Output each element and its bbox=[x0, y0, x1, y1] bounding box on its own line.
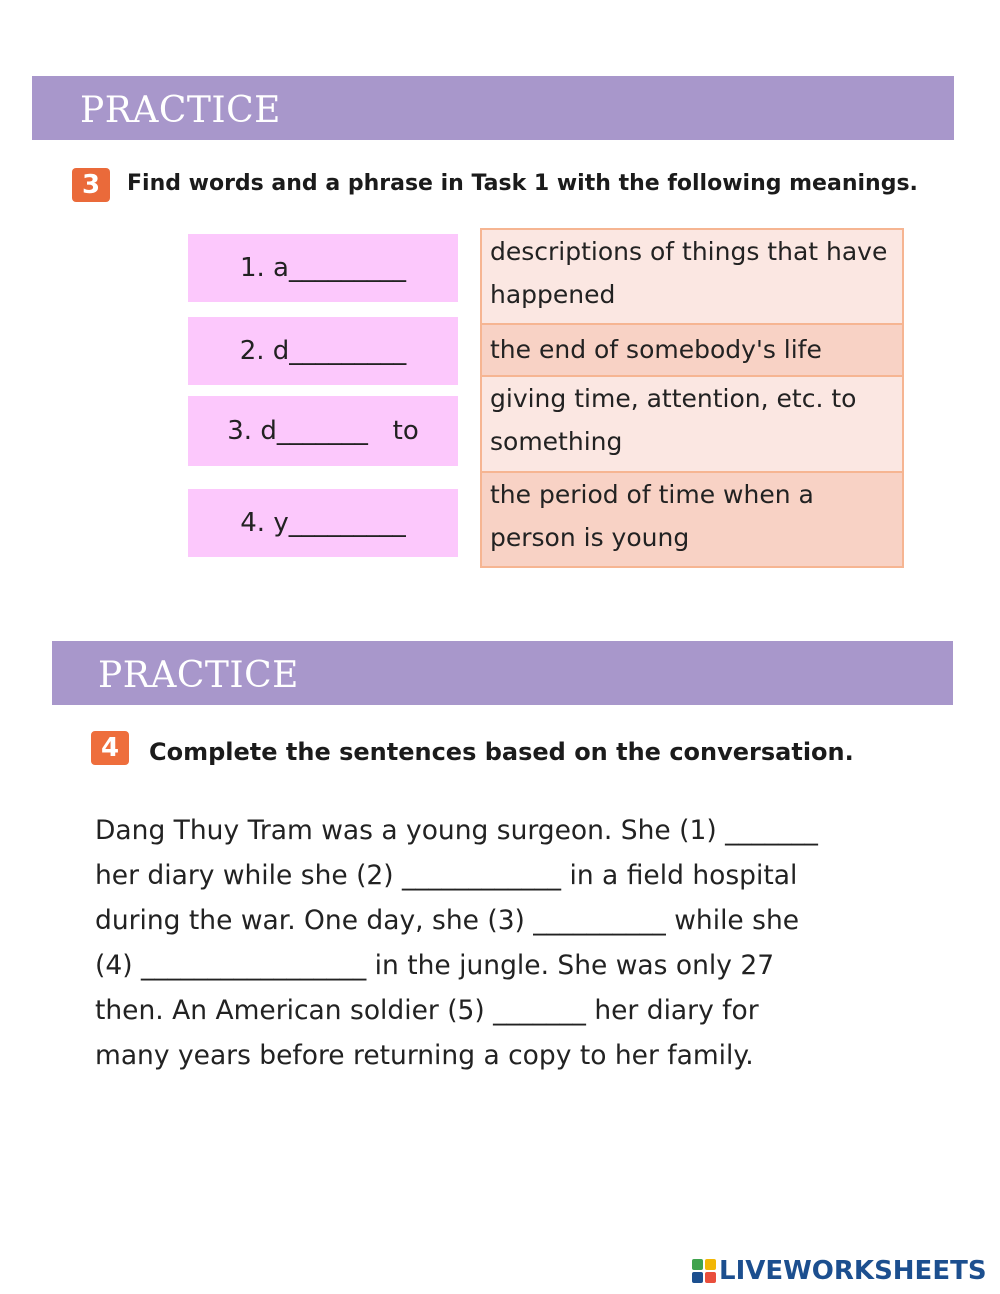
banner-title: PRACTICE bbox=[80, 90, 281, 131]
meaning-cell-3: giving time, attention, etc. to something bbox=[480, 375, 904, 473]
word-answer-box-3[interactable]: 3. d_______ to bbox=[188, 396, 458, 466]
meaning-cell-1: descriptions of things that have happened bbox=[480, 228, 904, 325]
word-answer-box-2[interactable]: 2. d_________ bbox=[188, 317, 458, 385]
word-answer-box-1[interactable]: 1. a_________ bbox=[188, 234, 458, 302]
liveworksheets-icon bbox=[692, 1259, 716, 1283]
task-instruction: Complete the sentences based on the conversation. bbox=[149, 738, 854, 766]
banner-title: PRACTICE bbox=[98, 655, 299, 696]
section-banner-2 bbox=[52, 641, 953, 705]
fill-in-passage[interactable]: Dang Thuy Tram was a young surgeon. She (1) _______ her diary while she (2) ____________ in a field hospital during the war. One day, she (3) __________ while she (4) _________________ in the jungle. She was only 27 then. An American soldier (5) _______ her diary for many years before returning a copy to her family. bbox=[95, 815, 818, 1071]
task-instruction: Find words and a phrase in Task 1 with the following meanings. bbox=[127, 171, 918, 196]
section-banner-1 bbox=[32, 76, 954, 140]
task-number-badge: 3 bbox=[72, 168, 110, 202]
word-answer-box-4[interactable]: 4. y_________ bbox=[188, 489, 458, 557]
meaning-cell-4: the period of time when a person is young bbox=[480, 471, 904, 568]
meaning-cell-2: the end of somebody's life bbox=[480, 323, 904, 377]
liveworksheets-logo bbox=[692, 1256, 987, 1286]
task-number-badge: 4 bbox=[91, 731, 129, 765]
logo-text: LIVEWORKSHEETS bbox=[719, 1256, 987, 1286]
